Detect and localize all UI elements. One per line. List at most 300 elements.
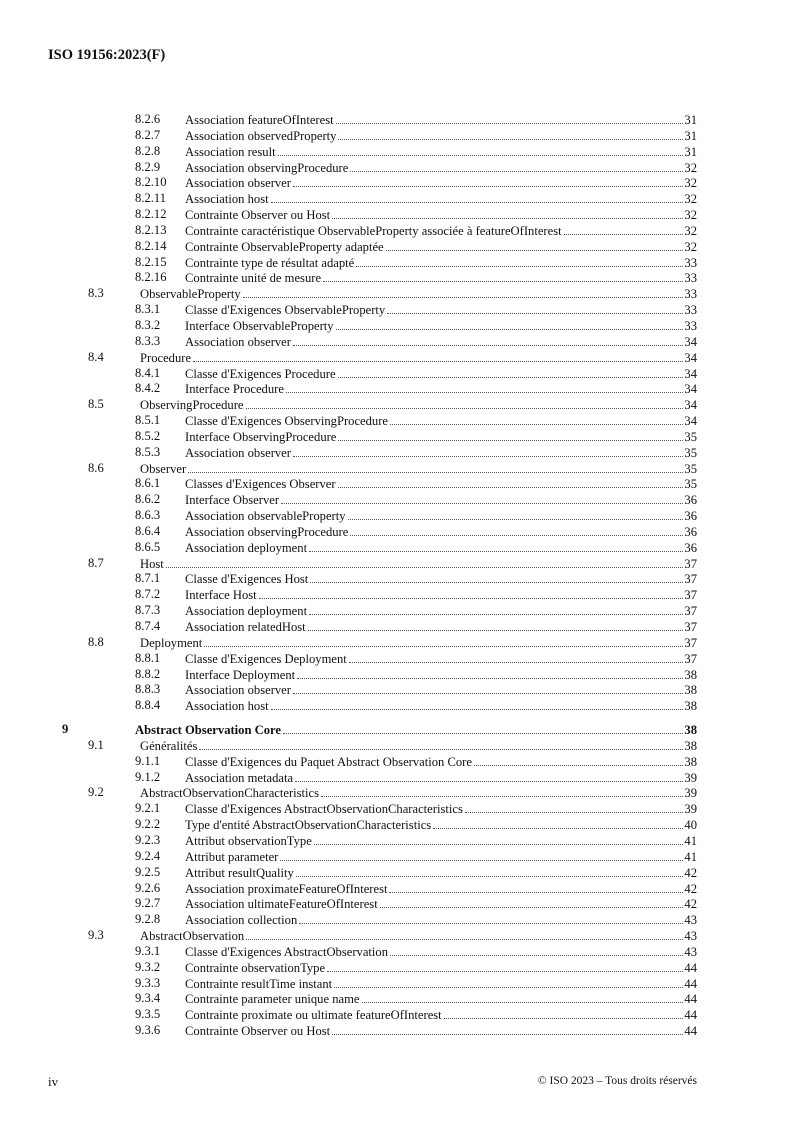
toc-entry-title: Classe d'Exigences AbstractObservationCharacteristics bbox=[185, 802, 463, 817]
toc-entry-number: 9.3.6 bbox=[135, 1023, 161, 1038]
toc-entry-title: Deployment bbox=[140, 635, 203, 650]
toc-entry-leader bbox=[185, 524, 697, 541]
dot-leader bbox=[293, 682, 683, 694]
toc-entry-page: 38 bbox=[684, 683, 697, 698]
dot-leader bbox=[336, 318, 684, 330]
toc-entry-number: 9.2.1 bbox=[135, 801, 161, 816]
toc-entry[interactable] bbox=[0, 619, 793, 635]
toc-entry-title: Classe d'Exigences ObservableProperty bbox=[185, 303, 386, 318]
toc-entry-leader bbox=[185, 817, 697, 834]
toc-entry[interactable] bbox=[0, 223, 793, 239]
toc-entry-number: 8.6.5 bbox=[135, 539, 161, 554]
toc-entry-title: Interface ObservableProperty bbox=[185, 318, 334, 333]
toc-entry-number: 9.2.7 bbox=[135, 896, 161, 911]
toc-entry-leader bbox=[185, 944, 697, 961]
toc-entry[interactable] bbox=[0, 524, 793, 540]
dot-leader bbox=[271, 698, 684, 710]
toc-entry-title: AbstractObservation bbox=[140, 929, 245, 944]
toc-entry[interactable] bbox=[0, 635, 793, 651]
toc-entry-page: 34 bbox=[684, 334, 697, 349]
toc-entry-page: 41 bbox=[684, 833, 697, 848]
toc-entry-page: 37 bbox=[684, 620, 697, 634]
toc-entry[interactable] bbox=[0, 508, 793, 524]
dot-leader bbox=[286, 381, 683, 393]
toc-entry-title: Abstract Observation Core bbox=[135, 723, 281, 738]
toc-entry-title: Association observer bbox=[185, 445, 291, 460]
toc-entry[interactable] bbox=[0, 1007, 793, 1023]
toc-entry-page: 37 bbox=[684, 604, 697, 619]
toc-entry-leader bbox=[185, 991, 697, 1008]
toc-entry[interactable] bbox=[0, 698, 793, 714]
toc-entry-title: Observer bbox=[140, 461, 187, 476]
toc-entry-title: Contrainte caractéristique ObservableProperty associée à featureOfInterest bbox=[185, 223, 562, 238]
toc-entry-number: 9.3.4 bbox=[135, 991, 161, 1006]
toc-entry-title: Association collection bbox=[185, 913, 298, 928]
toc-entry-number: 9.3.5 bbox=[135, 1007, 161, 1022]
toc-entry-title: Interface ObservingProcedure bbox=[185, 429, 337, 444]
toc-entry-title: Association featureOfInterest bbox=[185, 113, 334, 127]
dot-leader bbox=[295, 770, 683, 782]
dot-leader bbox=[465, 801, 684, 813]
dot-leader bbox=[336, 112, 684, 124]
dot-leader bbox=[338, 128, 683, 140]
toc-entry-title: Contrainte unité de mesure bbox=[185, 271, 322, 286]
toc-entry[interactable] bbox=[0, 112, 793, 128]
toc-entry[interactable] bbox=[0, 587, 793, 603]
toc-entry-title: Classes d'Exigences Observer bbox=[185, 477, 336, 492]
toc-entry-leader bbox=[185, 429, 697, 446]
toc-entry-leader bbox=[185, 587, 697, 604]
toc-entry[interactable] bbox=[0, 461, 793, 477]
dot-leader bbox=[188, 461, 683, 473]
toc-entry-title: Association proximateFeatureOfInterest bbox=[185, 881, 388, 896]
toc-entry-page: 43 bbox=[684, 913, 697, 928]
toc-entry-page: 33 bbox=[684, 318, 697, 333]
toc-entry-leader bbox=[185, 912, 697, 929]
toc-entry[interactable] bbox=[0, 540, 793, 556]
toc-entry-number: 9.2.6 bbox=[135, 880, 161, 895]
toc-entry[interactable] bbox=[0, 881, 793, 897]
toc-entry-page: 37 bbox=[684, 635, 697, 650]
toc-entry-leader bbox=[140, 397, 697, 414]
toc-entry-page: 37 bbox=[684, 588, 697, 603]
toc-entry-leader bbox=[185, 682, 697, 699]
toc-entry[interactable] bbox=[0, 429, 793, 445]
toc-entry-title: Association observer bbox=[185, 334, 291, 349]
toc-entry-leader bbox=[185, 270, 697, 287]
toc-entry-title: Généralités bbox=[140, 738, 198, 753]
dot-leader bbox=[474, 754, 683, 766]
toc-entry[interactable] bbox=[0, 603, 793, 619]
toc-entry-title: Classe d'Exigences AbstractObservation bbox=[185, 944, 389, 959]
toc-entry[interactable] bbox=[0, 270, 793, 286]
toc-entry[interactable] bbox=[0, 556, 793, 572]
toc-entry-number: 8.2.16 bbox=[135, 270, 167, 285]
toc-entry[interactable] bbox=[0, 191, 793, 207]
dot-leader bbox=[362, 991, 684, 1003]
toc-entry-page: 38 bbox=[684, 667, 697, 682]
toc-entry-number: 8.6 bbox=[88, 460, 104, 475]
toc-entry-number: 9 bbox=[62, 722, 69, 737]
dot-leader bbox=[293, 445, 683, 457]
toc-entry-number: 8.8.2 bbox=[135, 666, 161, 681]
toc-entry-page: 33 bbox=[684, 255, 697, 270]
toc-entry[interactable] bbox=[0, 445, 793, 461]
toc-entry-page: 44 bbox=[684, 976, 697, 991]
toc-entry-number: 8.4.1 bbox=[135, 365, 161, 380]
toc-entry[interactable] bbox=[0, 667, 793, 683]
toc-entry-number: 8.8.3 bbox=[135, 682, 161, 697]
toc-entry-page: 31 bbox=[684, 113, 697, 127]
toc-entry-page: 34 bbox=[684, 350, 697, 365]
toc-entry-number: 9.1.1 bbox=[135, 753, 161, 768]
toc-entry[interactable] bbox=[0, 785, 793, 801]
dot-leader bbox=[193, 350, 683, 362]
toc-entry-page: 41 bbox=[684, 849, 697, 864]
toc-entry[interactable] bbox=[0, 817, 793, 833]
toc-entry-leader bbox=[185, 302, 697, 319]
toc-entry-number: 8.2.14 bbox=[135, 238, 167, 253]
toc-entry-number: 8.6.3 bbox=[135, 508, 161, 523]
toc-entry-title: Attribut parameter bbox=[185, 849, 279, 864]
toc-entry-number: 8.5.2 bbox=[135, 428, 161, 443]
toc-entry[interactable] bbox=[0, 849, 793, 865]
toc-entry-title: Association ultimateFeatureOfInterest bbox=[185, 897, 378, 912]
dot-leader bbox=[321, 785, 683, 797]
dot-leader bbox=[281, 492, 683, 504]
toc-entry-number: 8.6.2 bbox=[135, 492, 161, 507]
toc-entry[interactable] bbox=[0, 833, 793, 849]
toc-entry-title: Contrainte parameter unique name bbox=[185, 992, 360, 1007]
toc-entry-page: 38 bbox=[684, 699, 697, 714]
toc-entry-leader bbox=[185, 366, 697, 383]
dot-leader bbox=[323, 270, 683, 282]
toc-entry-number: 9.2.2 bbox=[135, 817, 161, 832]
toc-entry-title: Type d'entité AbstractObservationCharacteristics bbox=[185, 818, 432, 833]
dot-leader bbox=[338, 476, 684, 488]
page-number: iv bbox=[48, 1074, 59, 1089]
toc-entry-number: 9.1.2 bbox=[135, 769, 161, 784]
dot-leader bbox=[332, 207, 683, 219]
toc-entry-number: 9.2.3 bbox=[135, 832, 161, 847]
toc-entry[interactable] bbox=[0, 651, 793, 667]
toc-entry-leader bbox=[185, 976, 697, 993]
dot-leader bbox=[387, 302, 683, 314]
toc-entry-page: 38 bbox=[684, 738, 697, 753]
dot-leader bbox=[390, 944, 683, 956]
toc-entry-page: 43 bbox=[684, 929, 697, 944]
toc-entry-title: Interface Procedure bbox=[185, 382, 284, 397]
toc-entry-page: 42 bbox=[684, 881, 697, 896]
toc-entry-page: 31 bbox=[684, 144, 697, 159]
toc-entry-page: 38 bbox=[684, 723, 697, 738]
dot-leader bbox=[271, 191, 684, 203]
toc-entry-number: 8.5.3 bbox=[135, 444, 161, 459]
toc-entry-leader bbox=[185, 881, 697, 898]
dot-leader bbox=[338, 366, 684, 378]
toc-entry-title: Association observedProperty bbox=[185, 128, 337, 143]
toc-entry-title: Association deployment bbox=[185, 540, 308, 555]
toc-entry[interactable] bbox=[0, 1023, 793, 1039]
toc-entry-page: 37 bbox=[684, 572, 697, 587]
toc-entry[interactable] bbox=[0, 255, 793, 271]
toc-entry-page: 35 bbox=[684, 461, 697, 476]
dot-leader bbox=[356, 255, 683, 267]
toc-entry-title: Association observingProcedure bbox=[185, 524, 349, 539]
toc-entry-number: 8.3 bbox=[88, 286, 104, 301]
dot-leader bbox=[204, 635, 683, 647]
toc-entry-number: 8.2.11 bbox=[135, 191, 167, 206]
dot-leader bbox=[283, 722, 683, 734]
dot-leader bbox=[334, 976, 683, 988]
toc-entry-leader bbox=[140, 738, 697, 755]
toc-entry[interactable] bbox=[0, 160, 793, 176]
dot-leader bbox=[350, 524, 683, 536]
toc-entry-leader bbox=[140, 635, 697, 652]
toc-entry-leader bbox=[185, 896, 697, 913]
toc-entry-page: 35 bbox=[684, 477, 697, 492]
toc-entry-number: 9.2 bbox=[88, 785, 104, 800]
toc-entry-title: Classe d'Exigences ObservingProcedure bbox=[185, 414, 389, 429]
dot-leader bbox=[310, 571, 683, 583]
toc-entry-leader bbox=[135, 722, 697, 739]
document-header: ISO 19156:2023(F) bbox=[48, 47, 166, 63]
toc-entry-number: 9.2.5 bbox=[135, 864, 161, 879]
toc-entry-leader bbox=[185, 191, 697, 208]
toc-entry-page: 32 bbox=[684, 223, 697, 238]
toc-entry[interactable] bbox=[0, 476, 793, 492]
toc-entry-page: 39 bbox=[684, 770, 697, 785]
toc-entry-leader bbox=[185, 207, 697, 224]
toc-entry-leader bbox=[185, 1023, 697, 1040]
toc-entry[interactable] bbox=[0, 571, 793, 587]
dot-leader bbox=[243, 286, 684, 298]
toc-entry-title: Procedure bbox=[140, 350, 192, 365]
toc-entry-page: 36 bbox=[684, 524, 697, 539]
toc-entry-title: Interface Deployment bbox=[185, 667, 296, 682]
toc-entry[interactable] bbox=[0, 302, 793, 318]
toc-entry[interactable] bbox=[0, 318, 793, 334]
dot-leader bbox=[299, 912, 683, 924]
toc-entry-page: 42 bbox=[684, 897, 697, 912]
toc-entry[interactable] bbox=[0, 928, 793, 944]
toc-entry-leader bbox=[140, 928, 697, 945]
toc-entry-number: 9.2.8 bbox=[135, 912, 161, 927]
toc-entry-number: 8.7.1 bbox=[135, 571, 161, 586]
dot-leader bbox=[246, 397, 684, 409]
toc-entry[interactable] bbox=[0, 334, 793, 350]
toc-entry-leader bbox=[185, 770, 697, 787]
toc-entry[interactable] bbox=[0, 175, 793, 191]
toc-entry-number: 8.6.1 bbox=[135, 476, 161, 491]
toc-entry-title: Contrainte observationType bbox=[185, 960, 326, 975]
toc-entry[interactable] bbox=[0, 128, 793, 144]
toc-entry-number: 9.2.4 bbox=[135, 848, 161, 863]
toc-entry[interactable] bbox=[0, 944, 793, 960]
toc-entry-title: Association host bbox=[185, 192, 269, 207]
dot-leader bbox=[350, 160, 683, 172]
toc-entry-title: Association deployment bbox=[185, 604, 308, 619]
toc-entry[interactable] bbox=[0, 381, 793, 397]
toc-entry-number: 8.7.2 bbox=[135, 587, 161, 602]
toc-entry-number: 8.7.4 bbox=[135, 619, 161, 633]
toc-entry[interactable] bbox=[0, 397, 793, 413]
toc-entry-number: 8.2.8 bbox=[135, 143, 161, 158]
toc-entry-title: Classe d'Exigences Deployment bbox=[185, 651, 347, 666]
toc-entry-number: 9.3.2 bbox=[135, 959, 161, 974]
toc-entry[interactable] bbox=[0, 770, 793, 786]
toc-entry[interactable] bbox=[0, 991, 793, 1007]
toc-entry-number: 8.3.1 bbox=[135, 302, 161, 317]
toc-entry-number: 8.4 bbox=[88, 349, 104, 364]
toc-entry[interactable] bbox=[0, 960, 793, 976]
toc-entry-number: 9.1 bbox=[88, 737, 104, 752]
dot-leader bbox=[309, 540, 683, 552]
toc-entry-leader bbox=[185, 651, 697, 668]
toc-entry-page: 44 bbox=[684, 960, 697, 975]
toc-entry-leader bbox=[185, 445, 697, 462]
toc-entry-leader bbox=[185, 476, 697, 493]
table-of-contents bbox=[0, 112, 793, 1039]
toc-entry-page: 35 bbox=[684, 445, 697, 460]
toc-entry-page: 40 bbox=[684, 818, 697, 833]
toc-entry-leader bbox=[185, 144, 697, 161]
toc-entry-page: 33 bbox=[684, 303, 697, 318]
toc-entry-leader bbox=[185, 1007, 697, 1024]
toc-entry-page: 38 bbox=[684, 754, 697, 769]
toc-entry-leader bbox=[185, 334, 697, 351]
toc-entry-leader bbox=[185, 492, 697, 509]
toc-entry-page: 36 bbox=[684, 509, 697, 524]
toc-entry-title: Contrainte Observer ou Host bbox=[185, 208, 331, 223]
dot-leader bbox=[278, 144, 684, 156]
toc-entry[interactable] bbox=[0, 413, 793, 429]
toc-entry-page: 39 bbox=[684, 802, 697, 817]
toc-entry-title: Association metadata bbox=[185, 770, 294, 785]
toc-entry-number: 8.8 bbox=[88, 634, 104, 649]
toc-entry-leader bbox=[185, 381, 697, 398]
dot-leader bbox=[314, 833, 684, 845]
toc-entry-leader bbox=[185, 865, 697, 882]
toc-entry[interactable] bbox=[0, 754, 793, 770]
toc-entry[interactable] bbox=[0, 801, 793, 817]
toc-entry-number: 8.2.12 bbox=[135, 207, 167, 222]
toc-entry-leader bbox=[185, 849, 697, 866]
toc-entry-leader bbox=[185, 619, 697, 636]
dot-leader bbox=[433, 817, 683, 829]
toc-entry[interactable] bbox=[0, 865, 793, 881]
toc-entry-number: 8.5.1 bbox=[135, 413, 161, 428]
toc-entry-number: 8.4.2 bbox=[135, 381, 161, 396]
toc-entry[interactable] bbox=[0, 912, 793, 928]
toc-entry[interactable] bbox=[0, 286, 793, 302]
toc-entry-title: Classe d'Exigences Host bbox=[185, 572, 309, 587]
toc-entry-leader bbox=[185, 698, 697, 715]
toc-entry-page: 36 bbox=[684, 540, 697, 555]
toc-entry-number: 8.6.4 bbox=[135, 523, 161, 538]
toc-entry-number: 9.3.1 bbox=[135, 943, 161, 958]
toc-entry[interactable] bbox=[0, 350, 793, 366]
toc-entry-leader bbox=[140, 556, 697, 573]
dot-leader bbox=[380, 896, 684, 908]
toc-entry-leader bbox=[185, 833, 697, 850]
toc-entry-title: Contrainte proximate ou ultimate featureOfInterest bbox=[185, 1008, 442, 1023]
dot-leader bbox=[327, 960, 683, 972]
toc-entry-page: 42 bbox=[684, 865, 697, 880]
dot-leader bbox=[338, 429, 683, 441]
toc-entry-number: 8.7.3 bbox=[135, 603, 161, 618]
toc-entry-title: ObservableProperty bbox=[140, 287, 241, 302]
toc-entry[interactable] bbox=[0, 722, 793, 738]
toc-entry-leader bbox=[185, 667, 697, 684]
toc-entry-page: 34 bbox=[684, 366, 697, 381]
toc-entry-page: 37 bbox=[684, 556, 697, 571]
toc-entry-number: 8.3.2 bbox=[135, 317, 161, 332]
toc-entry-page: 32 bbox=[684, 176, 697, 191]
toc-entry[interactable] bbox=[0, 207, 793, 223]
toc-entry-number: 8.2.7 bbox=[135, 127, 161, 142]
toc-entry-title: Classe d'Exigences du Paquet Abstract Observation Core bbox=[185, 754, 472, 769]
toc-entry-number: 9.3.3 bbox=[135, 975, 161, 990]
toc-entry-page: 32 bbox=[684, 192, 697, 207]
toc-entry-leader bbox=[185, 754, 697, 771]
toc-entry-page: 39 bbox=[684, 786, 697, 801]
toc-entry[interactable] bbox=[0, 682, 793, 698]
toc-entry[interactable] bbox=[0, 738, 793, 754]
toc-entry[interactable] bbox=[0, 239, 793, 255]
dot-leader bbox=[332, 1023, 683, 1035]
dot-leader bbox=[564, 223, 684, 235]
toc-entry-leader bbox=[140, 785, 697, 802]
dot-leader bbox=[349, 651, 684, 663]
toc-entry-title: Association observer bbox=[185, 683, 291, 698]
toc-entry-leader bbox=[185, 960, 697, 977]
toc-entry-leader bbox=[185, 508, 697, 525]
toc-entry-title: Contrainte Observer ou Host bbox=[185, 1024, 331, 1039]
toc-entry[interactable] bbox=[0, 492, 793, 508]
toc-entry-page: 32 bbox=[684, 239, 697, 254]
toc-entry-title: Attribut observationType bbox=[185, 833, 312, 848]
toc-entry-title: Association observer bbox=[185, 176, 291, 191]
toc-entry-page: 35 bbox=[684, 429, 697, 444]
toc-entry[interactable] bbox=[0, 366, 793, 382]
toc-entry-title: Association observableProperty bbox=[185, 509, 346, 524]
toc-entry-leader bbox=[185, 571, 697, 588]
dot-leader bbox=[390, 413, 683, 425]
toc-entry-leader bbox=[185, 160, 697, 177]
toc-entry-number: 8.2.6 bbox=[135, 112, 161, 126]
toc-entry-page: 33 bbox=[684, 287, 697, 302]
toc-entry-title: Contrainte type de résultat adapté bbox=[185, 255, 355, 270]
dot-leader bbox=[308, 619, 684, 631]
toc-entry-number: 8.7 bbox=[88, 555, 104, 570]
toc-entry-title: Contrainte resultTime instant bbox=[185, 976, 333, 991]
toc-entry[interactable] bbox=[0, 144, 793, 160]
toc-entry-title: Classe d'Exigences Procedure bbox=[185, 366, 336, 381]
toc-entry-number: 8.2.15 bbox=[135, 254, 167, 269]
dot-leader bbox=[280, 849, 683, 861]
toc-entry-title: Contrainte ObservableProperty adaptée bbox=[185, 239, 384, 254]
toc-entry[interactable] bbox=[0, 896, 793, 912]
toc-entry-leader bbox=[140, 461, 697, 478]
toc-entry-number: 8.8.4 bbox=[135, 698, 161, 713]
toc-entry[interactable] bbox=[0, 976, 793, 992]
dot-leader bbox=[259, 587, 684, 599]
toc-entry-number: 8.2.9 bbox=[135, 159, 161, 174]
toc-entry-page: 34 bbox=[684, 398, 697, 413]
toc-entry-leader bbox=[140, 286, 697, 303]
dot-leader bbox=[293, 175, 683, 187]
